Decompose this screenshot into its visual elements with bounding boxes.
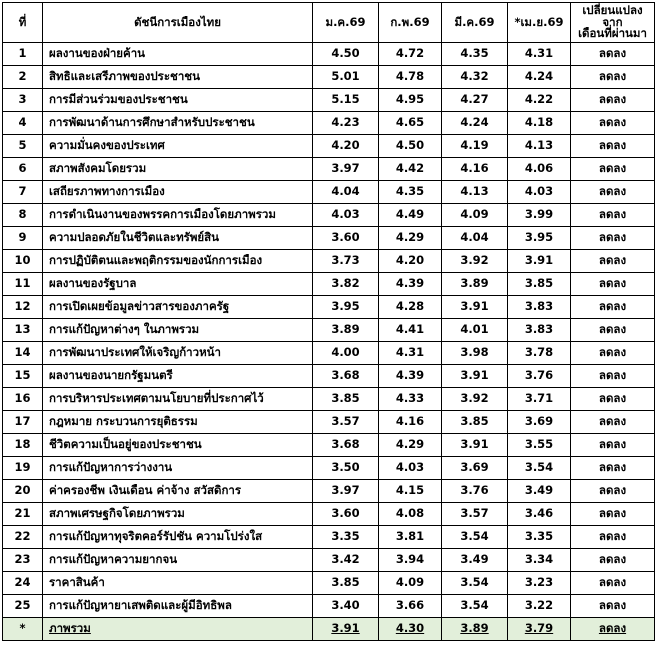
- header-mar: มี.ค.69: [442, 3, 508, 43]
- table-row: [3, 43, 655, 66]
- cell-jan: 3.85: [313, 388, 379, 411]
- cell-no: 25: [3, 595, 43, 618]
- cell-indicator: การแก้ปัญหายาเสพติดและผู้มีอิทธิพล: [43, 595, 313, 618]
- cell-no: 13: [3, 319, 43, 342]
- cell-no: 22: [3, 526, 43, 549]
- cell-feb: 4.42: [379, 158, 442, 181]
- cell-apr: 4.22: [508, 89, 571, 112]
- cell-no: 16: [3, 388, 43, 411]
- cell-jan: 3.91: [313, 618, 379, 641]
- table-row: [3, 572, 655, 595]
- cell-change: ลดลง: [571, 595, 655, 618]
- table-row: [3, 296, 655, 319]
- header-apr: *เม.ย.69: [508, 3, 571, 43]
- cell-indicator: การบริหารประเทศตามนโยบายที่ประกาศไว้: [43, 388, 313, 411]
- cell-change: ลดลง: [571, 135, 655, 158]
- table-row: [3, 503, 655, 526]
- cell-feb: 4.20: [379, 250, 442, 273]
- header-change-line2: เดือนที่ผ่านมา: [578, 26, 647, 41]
- cell-indicator: สภาพเศรษฐกิจโดยภาพรวม: [43, 503, 313, 526]
- table-row: [3, 273, 655, 296]
- cell-jan: 3.35: [313, 526, 379, 549]
- cell-no: 12: [3, 296, 43, 319]
- table-body: [3, 43, 655, 641]
- cell-apr: 3.71: [508, 388, 571, 411]
- cell-feb: 4.39: [379, 273, 442, 296]
- cell-change: ลดลง: [571, 503, 655, 526]
- cell-jan: 3.50: [313, 457, 379, 480]
- cell-mar: 4.35: [442, 43, 508, 66]
- table-row: [3, 480, 655, 503]
- table-row: [3, 135, 655, 158]
- cell-apr: 3.83: [508, 319, 571, 342]
- cell-no: 2: [3, 66, 43, 89]
- table-row: [3, 411, 655, 434]
- cell-indicator: ภาพรวม: [43, 618, 313, 641]
- cell-jan: 3.82: [313, 273, 379, 296]
- cell-jan: 3.60: [313, 503, 379, 526]
- cell-mar: 4.01: [442, 319, 508, 342]
- cell-change: ลดลง: [571, 388, 655, 411]
- cell-apr: 4.13: [508, 135, 571, 158]
- cell-indicator: การแก้ปัญหาความยากจน: [43, 549, 313, 572]
- cell-change: ลดลง: [571, 526, 655, 549]
- table-row: [3, 112, 655, 135]
- cell-feb: 4.95: [379, 89, 442, 112]
- cell-no: 20: [3, 480, 43, 503]
- cell-feb: 4.72: [379, 43, 442, 66]
- cell-mar: 4.16: [442, 158, 508, 181]
- cell-indicator: การแก้ปัญหาทุจริตคอร์รัปชัน ความโปร่งใส: [43, 526, 313, 549]
- cell-no: 6: [3, 158, 43, 181]
- cell-no: 11: [3, 273, 43, 296]
- cell-feb: 4.65: [379, 112, 442, 135]
- cell-apr: 4.03: [508, 181, 571, 204]
- cell-apr: 3.69: [508, 411, 571, 434]
- cell-apr: 3.49: [508, 480, 571, 503]
- cell-feb: 4.08: [379, 503, 442, 526]
- table-row: [3, 388, 655, 411]
- table-row: [3, 250, 655, 273]
- cell-no: 21: [3, 503, 43, 526]
- cell-feb: 4.33: [379, 388, 442, 411]
- cell-indicator: การพัฒนาด้านการศึกษาสำหรับประชาชน: [43, 112, 313, 135]
- cell-indicator: ความมั่นคงของประเทศ: [43, 135, 313, 158]
- cell-apr: 3.91: [508, 250, 571, 273]
- cell-feb: 4.41: [379, 319, 442, 342]
- cell-indicator: ความปลอดภัยในชีวิตและทรัพย์สิน: [43, 227, 313, 250]
- cell-indicator: กฎหมาย กระบวนการยุติธรรม: [43, 411, 313, 434]
- cell-mar: 3.69: [442, 457, 508, 480]
- cell-change: ลดลง: [571, 618, 655, 641]
- cell-change: ลดลง: [571, 181, 655, 204]
- cell-jan: 4.50: [313, 43, 379, 66]
- cell-jan: 4.23: [313, 112, 379, 135]
- table-row: [3, 181, 655, 204]
- cell-indicator: การปฏิบัติตนและพฤติกรรมของนักการเมือง: [43, 250, 313, 273]
- cell-mar: 3.54: [442, 572, 508, 595]
- cell-feb: 4.30: [379, 618, 442, 641]
- cell-apr: 4.18: [508, 112, 571, 135]
- cell-jan: 3.60: [313, 227, 379, 250]
- cell-jan: 3.89: [313, 319, 379, 342]
- cell-indicator: การแก้ปัญหาต่างๆ ในภาพรวม: [43, 319, 313, 342]
- cell-no: 1: [3, 43, 43, 66]
- cell-apr: 3.46: [508, 503, 571, 526]
- cell-jan: 3.95: [313, 296, 379, 319]
- cell-jan: 3.97: [313, 158, 379, 181]
- cell-no: 17: [3, 411, 43, 434]
- cell-no: 10: [3, 250, 43, 273]
- table-row: [3, 227, 655, 250]
- cell-mar: 4.19: [442, 135, 508, 158]
- header-feb: ก.พ.69: [379, 3, 442, 43]
- cell-jan: 4.03: [313, 204, 379, 227]
- table-row: [3, 89, 655, 112]
- cell-mar: 3.49: [442, 549, 508, 572]
- cell-change: ลดลง: [571, 43, 655, 66]
- cell-apr: 3.22: [508, 595, 571, 618]
- table-row: [3, 319, 655, 342]
- cell-jan: 3.68: [313, 434, 379, 457]
- cell-indicator: ผลงานของนายกรัฐมนตรี: [43, 365, 313, 388]
- cell-mar: 3.91: [442, 434, 508, 457]
- cell-change: ลดลง: [571, 112, 655, 135]
- cell-mar: 3.89: [442, 273, 508, 296]
- cell-jan: 3.73: [313, 250, 379, 273]
- header-jan: ม.ค.69: [313, 3, 379, 43]
- cell-feb: 4.29: [379, 434, 442, 457]
- cell-feb: 4.50: [379, 135, 442, 158]
- cell-change: ลดลง: [571, 273, 655, 296]
- cell-indicator: ราคาสินค้า: [43, 572, 313, 595]
- table-row: [3, 342, 655, 365]
- cell-apr: 3.54: [508, 457, 571, 480]
- cell-no: 15: [3, 365, 43, 388]
- summary-row: [3, 618, 655, 641]
- cell-change: ลดลง: [571, 204, 655, 227]
- cell-mar: 3.89: [442, 618, 508, 641]
- cell-change: ลดลง: [571, 411, 655, 434]
- cell-apr: 3.76: [508, 365, 571, 388]
- cell-indicator: ผลงานของรัฐบาล: [43, 273, 313, 296]
- cell-jan: 3.97: [313, 480, 379, 503]
- cell-jan: 3.57: [313, 411, 379, 434]
- cell-mar: 3.54: [442, 526, 508, 549]
- cell-no: 23: [3, 549, 43, 572]
- cell-apr: 3.79: [508, 618, 571, 641]
- cell-feb: 4.39: [379, 365, 442, 388]
- cell-jan: 3.42: [313, 549, 379, 572]
- cell-indicator: การพัฒนาประเทศให้เจริญก้าวหน้า: [43, 342, 313, 365]
- cell-no: 5: [3, 135, 43, 158]
- cell-indicator: ผลงานของฝ่ายค้าน: [43, 43, 313, 66]
- cell-apr: 3.35: [508, 526, 571, 549]
- cell-no: 18: [3, 434, 43, 457]
- cell-jan: 5.01: [313, 66, 379, 89]
- political-index-table: [2, 2, 655, 641]
- cell-mar: 3.92: [442, 250, 508, 273]
- cell-mar: 3.57: [442, 503, 508, 526]
- table-row: [3, 549, 655, 572]
- cell-feb: 4.09: [379, 572, 442, 595]
- cell-apr: 3.78: [508, 342, 571, 365]
- cell-mar: 4.09: [442, 204, 508, 227]
- cell-no: *: [3, 618, 43, 641]
- cell-apr: 4.24: [508, 66, 571, 89]
- cell-feb: 4.03: [379, 457, 442, 480]
- cell-no: 19: [3, 457, 43, 480]
- cell-apr: 3.55: [508, 434, 571, 457]
- cell-feb: 3.94: [379, 549, 442, 572]
- cell-change: ลดลง: [571, 66, 655, 89]
- table-row: [3, 457, 655, 480]
- cell-jan: 3.68: [313, 365, 379, 388]
- cell-feb: 4.16: [379, 411, 442, 434]
- table-row: [3, 204, 655, 227]
- cell-apr: 3.23: [508, 572, 571, 595]
- cell-no: 7: [3, 181, 43, 204]
- header-change: [571, 3, 655, 43]
- cell-apr: 3.95: [508, 227, 571, 250]
- table-row: [3, 434, 655, 457]
- cell-mar: 3.91: [442, 296, 508, 319]
- table-row: [3, 66, 655, 89]
- header-no: ที่: [3, 3, 43, 43]
- cell-change: ลดลง: [571, 158, 655, 181]
- cell-feb: 4.49: [379, 204, 442, 227]
- cell-indicator: สภาพสังคมโดยรวม: [43, 158, 313, 181]
- header-row: [3, 3, 655, 43]
- cell-change: ลดลง: [571, 480, 655, 503]
- cell-mar: 3.76: [442, 480, 508, 503]
- cell-apr: 3.99: [508, 204, 571, 227]
- cell-change: ลดลง: [571, 434, 655, 457]
- table-row: [3, 526, 655, 549]
- cell-jan: 5.15: [313, 89, 379, 112]
- cell-no: 4: [3, 112, 43, 135]
- cell-jan: 3.40: [313, 595, 379, 618]
- cell-feb: 4.78: [379, 66, 442, 89]
- table-row: [3, 158, 655, 181]
- cell-no: 9: [3, 227, 43, 250]
- cell-mar: 4.24: [442, 112, 508, 135]
- cell-mar: 3.54: [442, 595, 508, 618]
- cell-apr: 4.06: [508, 158, 571, 181]
- cell-indicator: การมีส่วนร่วมของประชาชน: [43, 89, 313, 112]
- cell-no: 3: [3, 89, 43, 112]
- cell-feb: 3.81: [379, 526, 442, 549]
- cell-mar: 3.98: [442, 342, 508, 365]
- cell-change: ลดลง: [571, 250, 655, 273]
- cell-change: ลดลง: [571, 296, 655, 319]
- cell-indicator: ค่าครองชีพ เงินเดือน ค่าจ้าง สวัสดิการ: [43, 480, 313, 503]
- cell-mar: 4.13: [442, 181, 508, 204]
- cell-feb: 4.28: [379, 296, 442, 319]
- cell-mar: 3.85: [442, 411, 508, 434]
- cell-indicator: การแก้ปัญหาการว่างงาน: [43, 457, 313, 480]
- cell-indicator: การดำเนินงานของพรรคการเมืองโดยภาพรวม: [43, 204, 313, 227]
- cell-change: ลดลง: [571, 319, 655, 342]
- cell-no: 8: [3, 204, 43, 227]
- cell-indicator: สิทธิและเสรีภาพของประชาชน: [43, 66, 313, 89]
- cell-change: ลดลง: [571, 457, 655, 480]
- cell-mar: 3.91: [442, 365, 508, 388]
- cell-jan: 4.04: [313, 181, 379, 204]
- table-row: [3, 365, 655, 388]
- header-indicator: ดัชนีการเมืองไทย: [43, 3, 313, 43]
- cell-change: ลดลง: [571, 549, 655, 572]
- header-change-line1: เปลี่ยนแปลงจาก: [582, 3, 643, 29]
- cell-feb: 3.66: [379, 595, 442, 618]
- cell-change: ลดลง: [571, 365, 655, 388]
- cell-jan: 3.85: [313, 572, 379, 595]
- cell-feb: 4.29: [379, 227, 442, 250]
- cell-jan: 4.20: [313, 135, 379, 158]
- cell-mar: 4.32: [442, 66, 508, 89]
- cell-apr: 3.85: [508, 273, 571, 296]
- cell-feb: 4.31: [379, 342, 442, 365]
- cell-apr: 3.83: [508, 296, 571, 319]
- table-row: [3, 595, 655, 618]
- cell-change: ลดลง: [571, 227, 655, 250]
- cell-change: ลดลง: [571, 342, 655, 365]
- cell-indicator: ชีวิตความเป็นอยู่ของประชาชน: [43, 434, 313, 457]
- cell-indicator: การเปิดเผยข้อมูลข่าวสารของภาครัฐ: [43, 296, 313, 319]
- cell-change: ลดลง: [571, 572, 655, 595]
- cell-mar: 4.04: [442, 227, 508, 250]
- cell-no: 24: [3, 572, 43, 595]
- cell-feb: 4.15: [379, 480, 442, 503]
- cell-no: 14: [3, 342, 43, 365]
- cell-jan: 4.00: [313, 342, 379, 365]
- cell-change: ลดลง: [571, 89, 655, 112]
- cell-indicator: เสถียรภาพทางการเมือง: [43, 181, 313, 204]
- cell-mar: 3.92: [442, 388, 508, 411]
- cell-apr: 3.34: [508, 549, 571, 572]
- cell-mar: 4.27: [442, 89, 508, 112]
- cell-apr: 4.31: [508, 43, 571, 66]
- cell-feb: 4.35: [379, 181, 442, 204]
